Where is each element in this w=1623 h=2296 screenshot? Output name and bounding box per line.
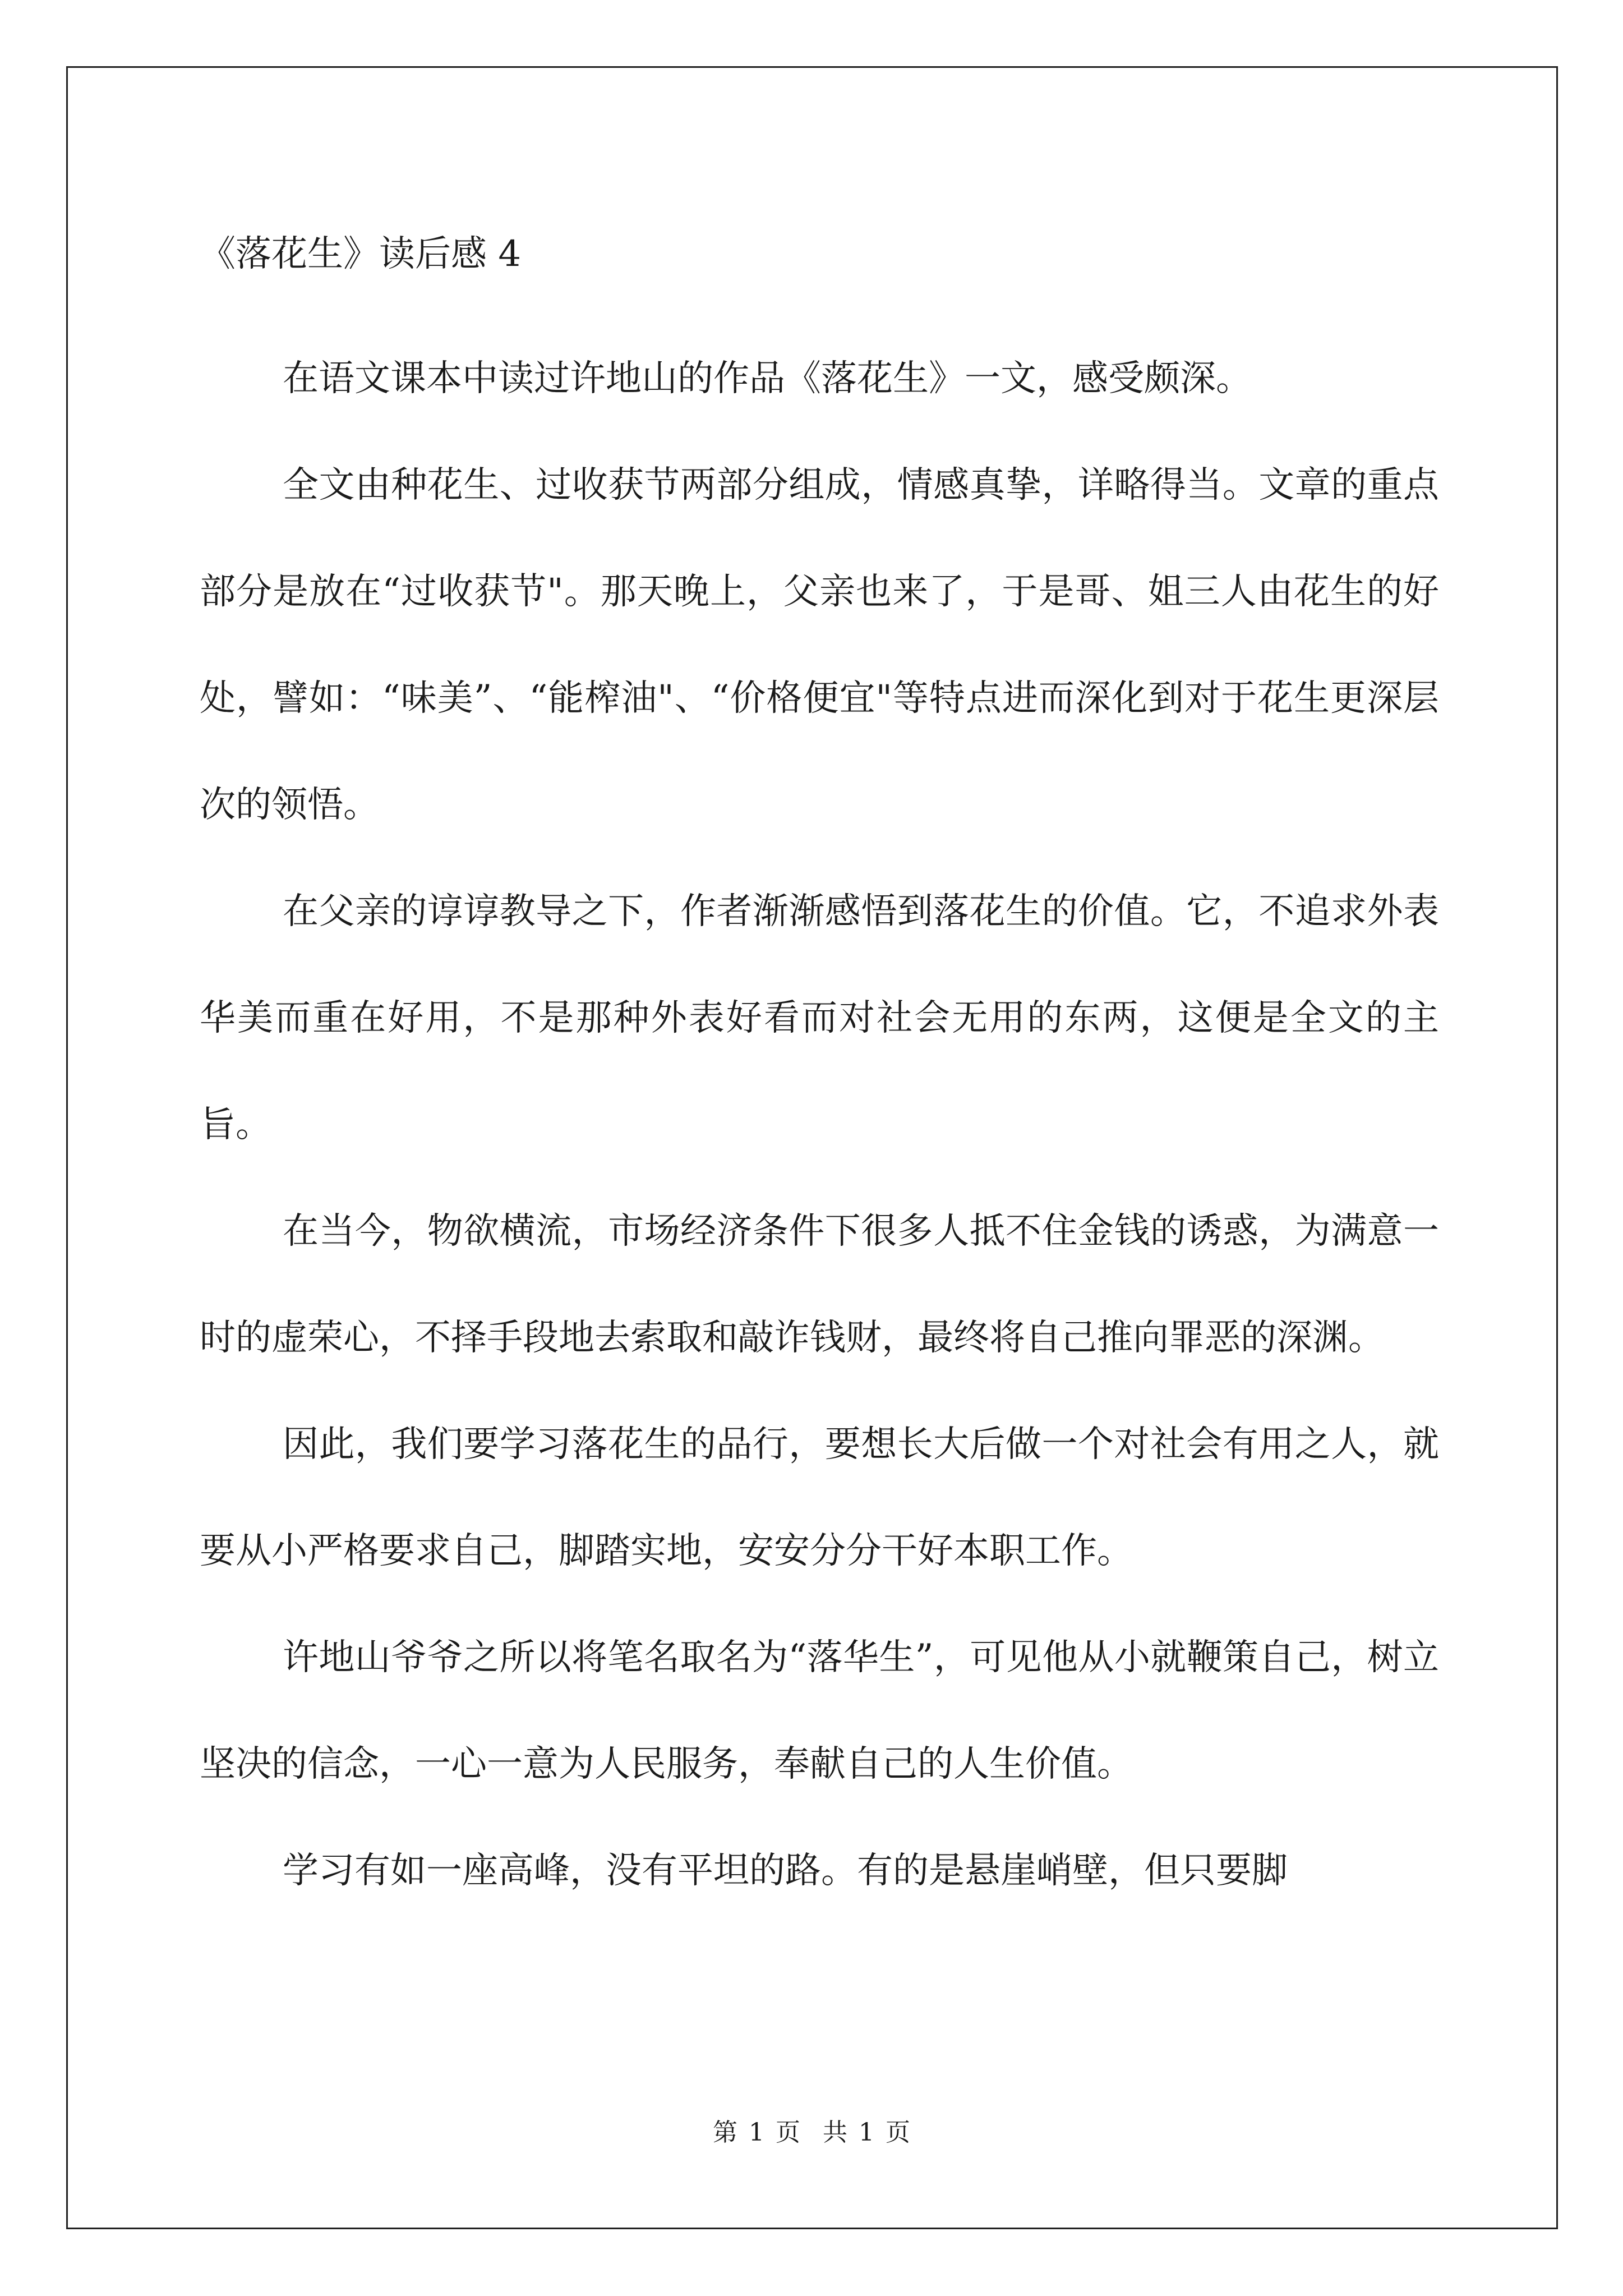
- page-number: 第 1 页: [713, 2118, 800, 2147]
- paragraph-4: 在当今，物欲横流，市场经济条件下很多人抵不住金钱的诱惑，为满意一时的虚荣心，不择手段地去索取和敲诈钱财，最终将自己推向罪恶的深渊。: [200, 1211, 1439, 1359]
- paragraph-5: 因此，我们要学习落花生的品行，要想长大后做一个对社会有用之人，就要从小严格要求自己，脚踏实地，安安分分干好本职工作。: [200, 1424, 1439, 1572]
- paragraph-2: 全文由种花生、过收获节两部分组成，情感真挚，详略得当。文章的重点部分是放在“过收获节"。那天晚上，父亲也来了，于是哥、姐三人由花生的好处，譬如：“味美”、“能榨油"、“价格便宜"等特点进而深化到对于花生更深层次的领悟。: [200, 464, 1439, 826]
- page-total: 共 1 页: [823, 2118, 910, 2147]
- page-footer: [0, 2116, 1623, 2150]
- paragraph-1: 在语文课本中读过许地山的作品《落花生》一文，感受颇深。: [283, 358, 1252, 399]
- paragraph-7: 学习有如一座高峰，没有平坦的路。有的是悬崖峭壁，但只要脚: [283, 1850, 1288, 1892]
- document-body: [200, 218, 1439, 1924]
- document-title: 《落花生》读后感 4: [200, 233, 522, 275]
- paragraph-6: 许地山爷爷之所以将笔名取名为“落华生”，可见他从小就鞭策自己，树立坚决的信念，一心一意为人民服务，奉献自己的人生价值。: [200, 1637, 1439, 1785]
- paragraph-3: 在父亲的谆谆教导之下，作者渐渐感悟到落花生的价值。它，不追求外表华美而重在好用，不是那种外表好看而对社会无用的东两，这便是全文的主旨。: [200, 891, 1439, 1145]
